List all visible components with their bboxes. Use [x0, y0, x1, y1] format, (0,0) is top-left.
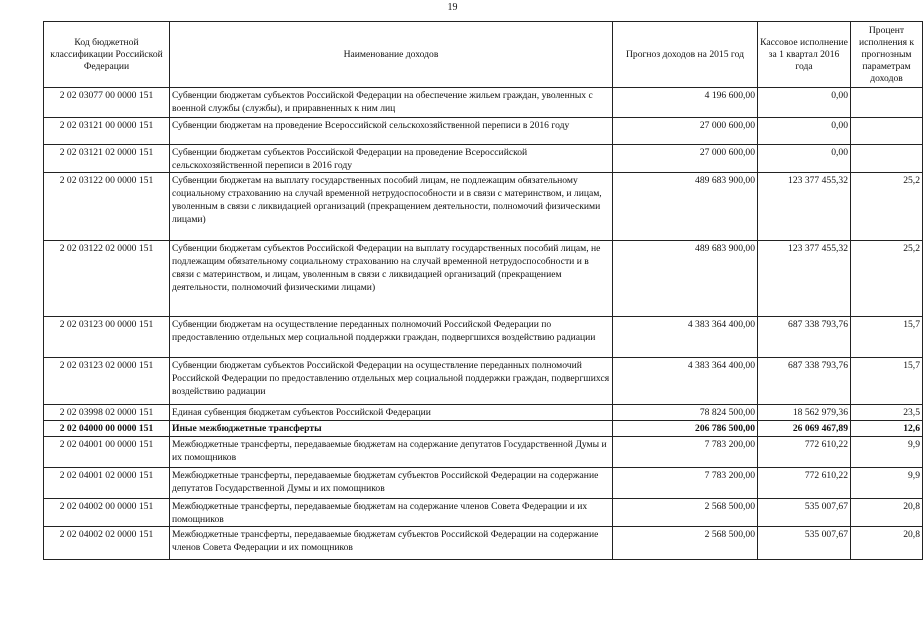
- cell-code: 2 02 03122 00 0000 151: [44, 173, 170, 241]
- cell-name: Субвенции бюджетам на выплату государственных пособий лицам, не подлежащим обязательному социальному страхованию на случай временной нетрудоспособности и в связи с материнством, и лицам, уволенным в связи с ликвидацией организаций (прекращением деятельности, полномочий физическими лицами): [170, 173, 613, 241]
- cell-percent: 20,8: [851, 527, 923, 560]
- cell-cash: 0,00: [758, 118, 851, 145]
- cell-forecast: 4 196 600,00: [613, 88, 758, 118]
- cell-forecast: 7 783 200,00: [613, 437, 758, 468]
- cell-percent: 9,9: [851, 437, 923, 468]
- cell-name: Субвенции бюджетам субъектов Российской Федерации на обеспечение жильем граждан, уволенных с военной службы (службы), и приравненных к ним лиц: [170, 88, 613, 118]
- page-number: 19: [447, 2, 458, 13]
- cell-cash: 772 610,22: [758, 437, 851, 468]
- cell-cash: 18 562 979,36: [758, 405, 851, 421]
- cell-percent: 15,7: [851, 358, 923, 405]
- cell-cash: 687 338 793,76: [758, 358, 851, 405]
- table-row: [44, 118, 923, 145]
- cell-cash: 687 338 793,76: [758, 317, 851, 358]
- cell-code: 2 02 04002 02 0000 151: [44, 527, 170, 560]
- cell-forecast: 489 683 900,00: [613, 241, 758, 317]
- cell-cash: 772 610,22: [758, 468, 851, 499]
- cell-forecast: 27 000 600,00: [613, 118, 758, 145]
- cell-forecast: 7 783 200,00: [613, 468, 758, 499]
- table-row: [44, 468, 923, 499]
- cell-name: Межбюджетные трансферты, передаваемые бюджетам на содержание членов Совета Федерации и их помощников: [170, 499, 613, 527]
- header-forecast: Прогноз доходов на 2015 год: [613, 22, 758, 88]
- cell-code: 2 02 03121 02 0000 151: [44, 145, 170, 173]
- cell-name: Субвенции бюджетам субъектов Российской Федерации на осуществление переданных полномочий Российской Федерации по предоставлению отдельных мер социальной поддержки граждан, подвергшихся воздействию радиации: [170, 358, 613, 405]
- cell-percent: 23,5: [851, 405, 923, 421]
- cell-cash: 0,00: [758, 145, 851, 173]
- header-name: Наименование доходов: [170, 22, 613, 88]
- cell-name: Иные межбюджетные трансферты: [170, 421, 613, 437]
- cell-percent: [851, 145, 923, 173]
- cell-name: Межбюджетные трансферты, передаваемые бюджетам на содержание депутатов Государственной Думы и их помощников: [170, 437, 613, 468]
- table-row: [44, 317, 923, 358]
- table-row: [44, 421, 923, 437]
- table-row: [44, 437, 923, 468]
- cell-cash: 535 007,67: [758, 527, 851, 560]
- cell-cash: 123 377 455,32: [758, 241, 851, 317]
- cell-name: Субвенции бюджетам субъектов Российской Федерации на проведение Всероссийской сельскохозяйственной переписи в 2016 году: [170, 145, 613, 173]
- cell-forecast: 4 383 364 400,00: [613, 358, 758, 405]
- cell-forecast: 27 000 600,00: [613, 145, 758, 173]
- cell-code: 2 02 03122 02 0000 151: [44, 241, 170, 317]
- cell-code: 2 02 04002 00 0000 151: [44, 499, 170, 527]
- revenue-table: [43, 21, 923, 560]
- table-row: [44, 145, 923, 173]
- cell-percent: [851, 88, 923, 118]
- cell-code: 2 02 03123 00 0000 151: [44, 317, 170, 358]
- header-code: Код бюджетной классификации Российской Федерации: [44, 22, 170, 88]
- table-row: [44, 405, 923, 421]
- cell-code: 2 02 03077 00 0000 151: [44, 88, 170, 118]
- cell-name: Субвенции бюджетам на осуществление переданных полномочий Российской Федерации по предоставлению отдельных мер социальной поддержки граждан, подвергшихся воздействию радиации: [170, 317, 613, 358]
- cell-name: Межбюджетные трансферты, передаваемые бюджетам субъектов Российской Федерации на содержание депутатов Государственной Думы и их помощников: [170, 468, 613, 499]
- cell-forecast: 489 683 900,00: [613, 173, 758, 241]
- cell-name: Единая субвенция бюджетам субъектов Российской Федерации: [170, 405, 613, 421]
- cell-cash: 26 069 467,89: [758, 421, 851, 437]
- table-row: [44, 527, 923, 560]
- cell-cash: 123 377 455,32: [758, 173, 851, 241]
- table-body: [44, 88, 923, 560]
- cell-percent: 15,7: [851, 317, 923, 358]
- table-row: [44, 358, 923, 405]
- table-header-row: [44, 22, 923, 88]
- table-row: [44, 173, 923, 241]
- cell-percent: 25,2: [851, 241, 923, 317]
- header-cash: Кассовое исполнение за 1 квартал 2016 года: [758, 22, 851, 88]
- cell-forecast: 4 383 364 400,00: [613, 317, 758, 358]
- cell-percent: 20,8: [851, 499, 923, 527]
- cell-forecast: 78 824 500,00: [613, 405, 758, 421]
- cell-cash: 535 007,67: [758, 499, 851, 527]
- cell-code: 2 02 04001 02 0000 151: [44, 468, 170, 499]
- cell-name: Межбюджетные трансферты, передаваемые бюджетам субъектов Российской Федерации на содержание членов Совета Федерации и их помощников: [170, 527, 613, 560]
- table-row: [44, 88, 923, 118]
- cell-name: Субвенции бюджетам субъектов Российской Федерации на выплату государственных пособий лицам, не подлежащим обязательному социальному страхованию на случай временной нетрудоспособности и в связи с материнством, и лицам, уволенным в связи с ликвидацией организаций (прекращением деятельности, полномочий физическими лицами): [170, 241, 613, 317]
- cell-percent: 9,9: [851, 468, 923, 499]
- cell-code: 2 02 03121 00 0000 151: [44, 118, 170, 145]
- cell-name: Субвенции бюджетам на проведение Всероссийской сельскохозяйственной переписи в 2016 году: [170, 118, 613, 145]
- header-percent: Процент исполнения к прогнозным параметрам доходов: [851, 22, 923, 88]
- cell-code: 2 02 03123 02 0000 151: [44, 358, 170, 405]
- cell-code: 2 02 04001 00 0000 151: [44, 437, 170, 468]
- table-row: [44, 499, 923, 527]
- cell-code: 2 02 04000 00 0000 151: [44, 421, 170, 437]
- table-row: [44, 241, 923, 317]
- cell-percent: [851, 118, 923, 145]
- cell-forecast: 206 786 500,00: [613, 421, 758, 437]
- cell-code: 2 02 03998 02 0000 151: [44, 405, 170, 421]
- cell-forecast: 2 568 500,00: [613, 527, 758, 560]
- cell-percent: 12,6: [851, 421, 923, 437]
- cell-percent: 25,2: [851, 173, 923, 241]
- cell-cash: 0,00: [758, 88, 851, 118]
- cell-forecast: 2 568 500,00: [613, 499, 758, 527]
